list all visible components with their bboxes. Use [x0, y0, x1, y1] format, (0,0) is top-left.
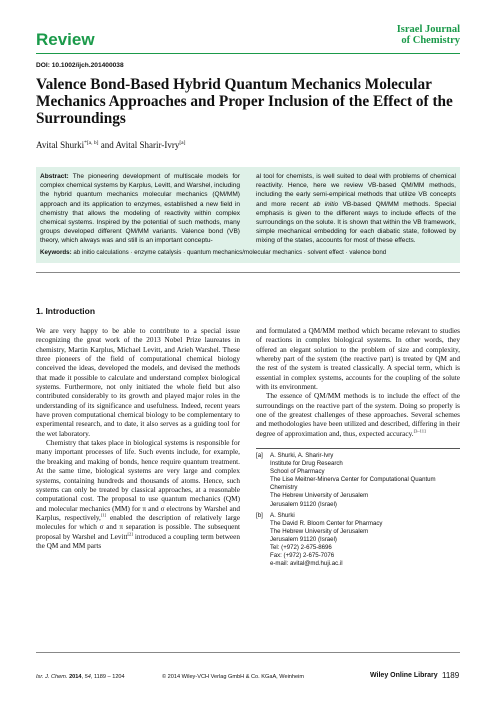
affiliation-line: Jerusalem 91120 (Israel)	[270, 500, 337, 508]
author-name[interactable]: Avital Sharir-Ivry	[115, 140, 180, 150]
author-name[interactable]: Avital Shurki	[36, 140, 85, 150]
author-list	[36, 140, 185, 150]
affiliation-tag: [a]	[256, 452, 263, 459]
body-paragraph	[36, 439, 240, 551]
affiliation-entry	[256, 512, 460, 569]
author-separator: and	[98, 140, 116, 150]
affiliation-line: The Hebrew University of Jerusalem	[270, 492, 369, 500]
body-text: The essence of QM/MM methods is to include the effect of the surroundings on the reactive part of the system. Doing so properly is one of the greatest challenges of these approaches. Several schemes and methodologies have been utilized and described, differing in their degree of approximation and, thus, expected accuracy.	[256, 392, 460, 438]
citation-link[interactable]: [1]	[100, 512, 107, 518]
abstract-box	[36, 167, 460, 263]
affiliation-line: Jerusalem 91120 (Israel)	[270, 535, 337, 543]
section-heading: 1. Introduction	[36, 306, 96, 316]
affiliation-tag: [b]	[256, 511, 263, 519]
affiliation-line: A. Shurki, A. Sharir-Ivry	[270, 452, 334, 459]
citation-footer: Isr. J. Chem. 2014, 54, 1189 – 1204	[36, 674, 125, 680]
affiliation-line: School of Pharmacy	[270, 468, 325, 476]
journal-name	[397, 24, 460, 46]
header-divider	[36, 53, 460, 54]
abstract-body: al tool for chemists, is well suited to deal with problems of chemical reactivity. Hence, here we review VB-based QM/MM methods, including the early semi-empirical methods that utilize VB concepts and more recent	[256, 173, 456, 208]
journal-name-line2: of Chemistry	[401, 35, 460, 46]
affiliation-entry	[256, 452, 460, 509]
citation-link[interactable]: [3–11]	[413, 428, 426, 434]
footer-divider	[36, 652, 460, 653]
abstract-text-right	[256, 172, 456, 246]
body-paragraph: and formulated a QM/MM method which became relevant to studies of reactions in complex biological systems. In other words, they offered an elegant solution to the problem of size and complexity, whereby part of the system (the reactive part) is treated by QM and the rest of the system is treated classically. A special term, which is essential in complex systems, accounts for the coupling of the solute with its environment.	[256, 327, 460, 392]
affiliation-line: Chemistry	[270, 484, 298, 492]
citation-link[interactable]: [2]	[127, 531, 133, 537]
body-text: introduced a coupling term between the QM and MM parts	[36, 532, 240, 550]
abstract-italic: ab initio	[313, 200, 339, 208]
affiliation-line: The Hebrew University of Jerusalem	[270, 527, 369, 535]
abstract-body: The pioneering development of multiscale models for complex chemical systems by Karplus, Levitt, and Warshel, including the hybrid quantum mechanics molecular mechanics (QM/MM) approach and its application to enzymes, established a new field in chemistry that allows the modeling of reactivity within complex chemical systems. Inspired by the potential of such methods, many groups developed different QM/MM variants. Valence bond (VB) theory, which always was and still is an important conceptu-	[40, 173, 240, 245]
author-affiliation-mark: [a]	[179, 140, 186, 146]
body-column-left	[36, 327, 240, 551]
body-text: enabled the description of relatively large molecules for which σ and π separation is possible. The subsequent proposal by Warshel and Levitt	[36, 513, 241, 541]
affiliation-line: Fax: (+972) 2-675-7076	[270, 552, 335, 560]
abstract-body: VB-based QM/MM methods. Special emphasis is given to the different ways to include effects of the surroundings on the solute. It is shown that within the VB framework, simple mechanical embedding for each diabatic state, followed by mixing of the states, accounts for most of these effects.	[256, 200, 456, 245]
journal-name-line1: Israel Journal	[396, 24, 460, 35]
doi-link[interactable]: DOI: 10.1002/ijch.201400038	[36, 62, 124, 69]
body-paragraph	[256, 392, 460, 439]
keywords-line	[40, 249, 456, 256]
author-affiliation-mark: *[a, b]	[84, 140, 99, 146]
journal-abbrev: Isr. J. Chem.	[36, 674, 68, 680]
section-divider	[36, 272, 460, 273]
journal-pages: , 1189 – 1204	[90, 674, 125, 680]
affiliation-line: A. Shurki	[270, 511, 295, 519]
affiliations	[256, 452, 460, 568]
affiliation-line: Institute for Drug Research	[270, 460, 343, 468]
affiliation-line: The Lise Meitner-Minerva Center for Computational Quantum	[270, 476, 436, 484]
journal-volume: 54	[84, 674, 91, 680]
body-paragraph: We are very happy to be able to contribute to a special issue recognizing the great work of the 2013 Nobel Prize laureates in chemistry, Martin Karplus, Michael Levitt, and Arieh Warshel. These three pioneers of the field of computational chemical biology conceived the ideas, developed the models, and devised the methods that made it possible to calculate and understand complex biological systems. Furthermore, not only initiated the whole field but also contributed considerably to its growth and played major roles in the understanding of its significance and usefulness. Indeed, recent years have proven computational chemical biology to be complementary to experimental research, and to date, it also serves as a guiding tool for the wet laboratory.	[36, 327, 240, 438]
keywords-list: ab initio calculations · enzyme catalysis · quantum mechanics/molecular mechanics · solvent effect · valence bond	[71, 249, 387, 256]
keywords-label: Keywords:	[40, 249, 72, 256]
body-column-right	[256, 327, 460, 439]
abstract-label: Abstract:	[40, 173, 69, 180]
affiliation-divider	[256, 448, 460, 449]
affiliation-line: The David R. Bloom Center for Pharmacy	[270, 519, 383, 527]
body-text: Chemistry that takes place in biological systems is responsible for many important processes of life. Such events include, for example, the breaking and making of bonds, hence require quantum treatment. At the same time, biological systems are very large and complex systems, containing hundreds and thousands of atoms. Hence, such systems can only be treated by classical approaches, at a reasonable computational cost. The proposal to use quantum mechanics (QM) and molecular mechanics (MM) for π and σ electrons by Warshel and Karplus, respectively,	[36, 439, 240, 522]
article-title: Valence Bond-Based Hybrid Quantum Mechanics Molecular Mechanics Approaches and Proper Inclusion of the Effect of the Surroundings	[36, 76, 453, 127]
section-label: Review	[36, 30, 95, 49]
page-number: 1189	[442, 671, 460, 680]
journal-year: 2014	[69, 674, 82, 680]
abstract-text-left	[40, 172, 240, 246]
affiliation-line: Tel: (+972) 2-675-8696	[270, 544, 332, 552]
copyright-notice: © 2014 Wiley-VCH Verlag GmbH & Co. KGaA, Weinheim	[162, 674, 305, 680]
email-link[interactable]: e-mail: avital@md.huji.ac.il	[270, 560, 343, 568]
wiley-online-library-link[interactable]: Wiley Online Library	[370, 672, 438, 679]
